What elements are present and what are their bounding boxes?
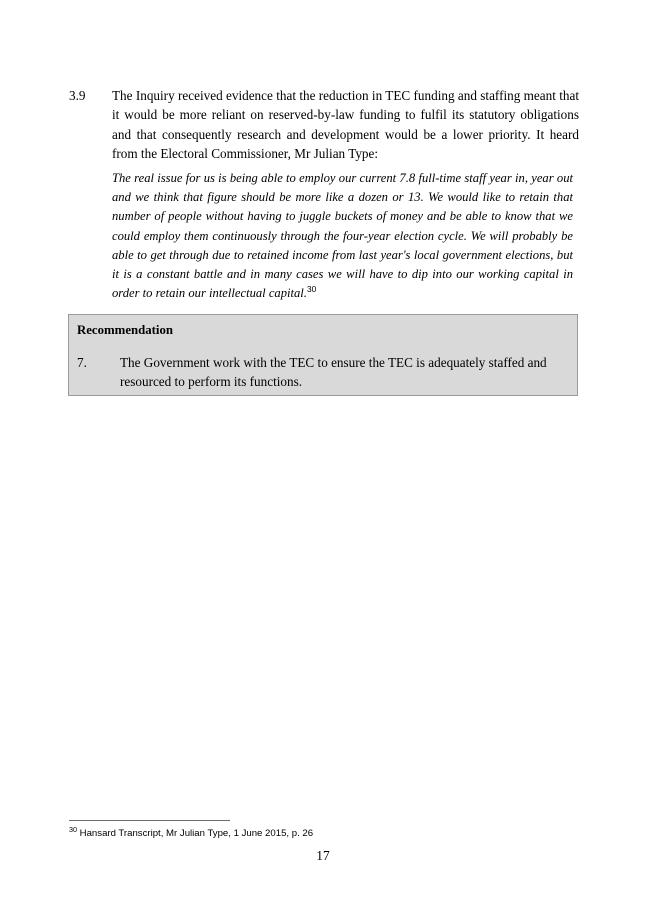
footnote-text: Hansard Transcript, Mr Julian Type, 1 June 2015, p. 26 [79,828,314,839]
recommendation-item [77,353,571,392]
recommendation-box-title: Recommendation [77,323,173,337]
paragraph-number: 3.9 [69,88,86,103]
footnote-number: 30 [69,824,77,834]
block-quote [112,169,573,303]
paragraph-text: The Inquiry received evidence that the reduction in TEC funding and staffing meant that it would be more reliant on reserved-by-law funding to fulfil its statutory obligations and that consequently research and development would be a lower priority. It heard from the Electoral Commissioner, Mr Julian Type: [112,88,579,162]
numbered-paragraph [69,86,579,164]
footnote [69,824,569,840]
footnote-separator-rule [69,820,230,821]
page-number: 17 [316,848,330,863]
recommendation-number: 7. [77,355,87,370]
block-quote-text: The real issue for us is being able to employ our current 7.8 full-time staff year in, year out and we think that figure should be more like a dozen or 13. We would like to retain that number of people without having to juggle buckets of money and be able to know that we could employ them continuously through the four-year election cycle. We will probably be able to get through due to retained income from last year's local government elections, but it is a constant battle and in many cases we will have to dip into our working capital in order to retain our intellectual capital. [112,171,573,301]
recommendation-box [68,314,578,396]
footnote-reference-marker: 30 [306,284,317,295]
recommendation-text: The Government work with the TEC to ensure the TEC is adequately staffed and resourced to perform its functions. [120,355,547,390]
